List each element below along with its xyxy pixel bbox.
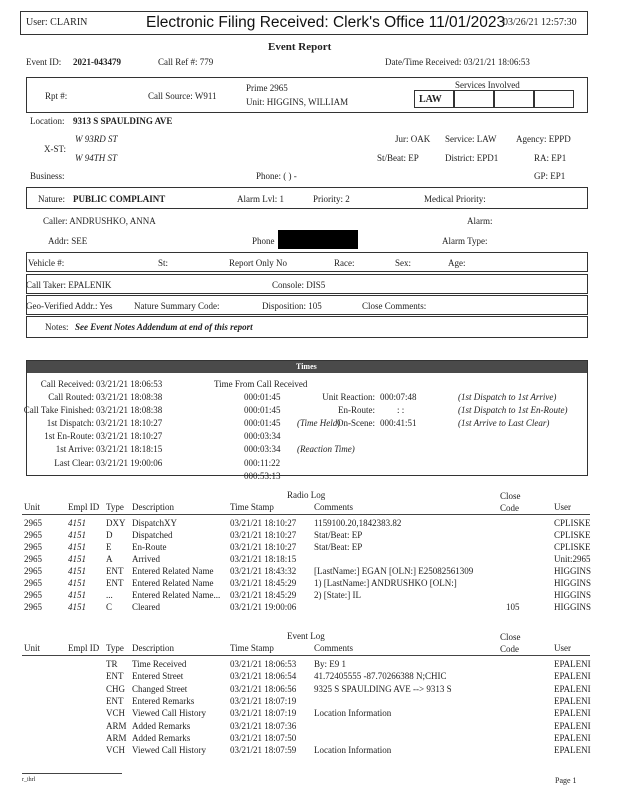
- cell-unit: 2965: [24, 590, 42, 600]
- call-source: Call Source: W911: [148, 91, 217, 101]
- en-route-label: En-Route:: [338, 405, 375, 415]
- cell-time-stamp: 03/21/21 18:18:15: [230, 554, 297, 564]
- footer-line: [22, 773, 122, 774]
- cell-comments: Stat/Beat: EP: [314, 530, 363, 540]
- time-label: 1st Dispatch:: [46, 418, 94, 428]
- alarm-type: Alarm Type:: [442, 236, 488, 246]
- ra: RA: EP1: [534, 153, 567, 163]
- time-value: 03/21/21 18:10:27: [96, 418, 163, 428]
- location-address: 9313 S SPAULDING AVE: [73, 116, 173, 126]
- cross-street-label: X-ST:: [44, 144, 67, 154]
- cell-user: HIGGINS: [554, 602, 591, 612]
- vehicle-state: St:: [158, 258, 169, 268]
- cell-description: Changed Street: [132, 683, 188, 694]
- col-user: User: [554, 502, 571, 512]
- nature-value: PUBLIC COMPLAINT: [73, 194, 166, 204]
- col-time-stamp: Time Stamp: [230, 643, 274, 653]
- elapsed-value: 000:01:45: [244, 392, 281, 402]
- cell-description: DispatchXY: [132, 518, 177, 528]
- service-law: LAW: [419, 94, 442, 105]
- cell-user: EPALENI: [554, 671, 591, 682]
- caller-phone-label: Phone: [252, 236, 275, 246]
- on-scene-label: On-Scene:: [337, 418, 375, 428]
- unit-reaction-note: (1st Dispatch to 1st Arrive): [458, 392, 557, 402]
- alarm-level: Alarm Lvl: 1: [237, 194, 284, 204]
- col-time-stamp: Time Stamp: [230, 502, 274, 512]
- prime-unit-number: Prime 2965: [246, 83, 288, 93]
- time-value: 03/21/21 18:10:27: [96, 431, 163, 441]
- elapsed-value: 000:01:45: [244, 418, 281, 428]
- cell-comments: Location Information: [314, 745, 392, 756]
- call-ref: Call Ref #: 779: [158, 57, 214, 67]
- station-beat: St/Beat: EP: [377, 153, 419, 163]
- cell-user: Unit:2965: [554, 554, 591, 564]
- cell-type: ENT: [106, 671, 124, 682]
- cell-close-code: 105: [506, 602, 520, 612]
- footer-left: r_ihrl: [22, 777, 36, 783]
- cell-type: CHG: [106, 683, 126, 694]
- business-phone: Phone: ( ) -: [256, 171, 297, 181]
- vehicle-number: Vehicle #:: [28, 258, 65, 268]
- cell-description: Arrived: [132, 554, 160, 564]
- assigned-unit: Unit: HIGGINS, WILLIAM: [246, 97, 349, 107]
- cell-description: Entered Street: [132, 671, 184, 682]
- cell-type: ENT: [106, 695, 124, 706]
- cell-empl-id: 4151: [68, 542, 86, 552]
- cell-time-stamp: 03/21/21 18:06:54: [230, 671, 297, 682]
- col-unit: Unit: [24, 502, 41, 512]
- vehicle-row-box: [26, 252, 588, 272]
- time-label: Call Take Finished:: [23, 405, 94, 415]
- district: District: EPD1: [445, 153, 499, 163]
- cell-type: ENT: [106, 566, 124, 576]
- cell-time-stamp: 03/21/21 18:07:19: [230, 695, 297, 706]
- col-unit: Unit: [24, 643, 41, 653]
- cell-time-stamp: 03/21/21 18:45:29: [230, 578, 297, 588]
- cell-time-stamp: 03/21/21 18:43:32: [230, 566, 297, 576]
- cell-description: Cleared: [132, 602, 160, 612]
- service-cell-4: [534, 90, 574, 108]
- cell-unit: 2965: [24, 602, 42, 612]
- alarm: Alarm:: [467, 216, 493, 226]
- cell-user: EPALENI: [554, 659, 591, 669]
- time-value: 03/21/21 18:18:15: [96, 444, 163, 454]
- cell-user: EPALENI: [554, 695, 591, 706]
- cell-description: Dispatched: [132, 530, 173, 540]
- cell-description: Entered Related Name...: [132, 590, 221, 600]
- cell-comments: 41.72405555 -87.70266388 N;CHIC: [314, 671, 447, 682]
- business-label: Business:: [30, 171, 65, 181]
- cell-comments: [LastName:] EGAN [OLN:] E25082561309: [314, 566, 474, 576]
- cell-description: Entered Related Name: [132, 566, 214, 576]
- cell-time-stamp: 03/21/21 18:07:36: [230, 720, 297, 731]
- event-log-header-line: [22, 655, 590, 656]
- cell-type: VCH: [106, 708, 126, 719]
- cell-user: CPLISKE: [554, 530, 591, 540]
- agency: Agency: EPPD: [516, 134, 571, 144]
- cell-user: EPALENI: [554, 720, 591, 731]
- cell-type: D: [106, 530, 113, 540]
- date-time-received: Date/Time Received: 03/21/21 18:06:53: [385, 57, 530, 67]
- close-comments: Close Comments:: [362, 301, 427, 311]
- time-value: 03/21/21 19:00:06: [96, 458, 163, 468]
- cell-empl-id: 4151: [68, 578, 86, 588]
- report-only: Report Only No: [229, 258, 287, 268]
- cell-time-stamp: 03/21/21 19:00:06: [230, 602, 297, 612]
- cell-user: EPALENI: [554, 683, 591, 694]
- cell-comments: 1) [LastName:] ANDRUSHKO [OLN:]: [314, 578, 457, 588]
- col-description: Description: [132, 502, 174, 512]
- time-label: Call Received:: [40, 379, 94, 389]
- elapsed-value: 000:03:34: [244, 431, 281, 441]
- console: Console: DIS5: [272, 280, 326, 290]
- cell-type: TR: [106, 659, 118, 669]
- redacted-phone: [278, 230, 358, 249]
- col-comments: Comments: [314, 643, 354, 653]
- priority: Priority: 2: [313, 194, 350, 204]
- cell-type: DXY: [106, 518, 126, 528]
- cell-empl-id: 4151: [68, 530, 86, 540]
- col-empl-id: Empl ID: [68, 502, 100, 512]
- col-type: Type: [106, 643, 124, 653]
- cell-time-stamp: 03/21/21 18:10:27: [230, 518, 297, 528]
- cell-description: Viewed Call History: [132, 745, 206, 756]
- cell-user: HIGGINS: [554, 578, 591, 588]
- cell-description: Entered Remarks: [132, 695, 195, 706]
- cross-street-2: W 94TH ST: [75, 153, 118, 163]
- header-user: User: CLARIN: [26, 17, 88, 28]
- cell-unit: 2965: [24, 542, 42, 552]
- cell-type: E: [106, 542, 112, 552]
- radio-log-header-line: [22, 514, 590, 515]
- event-id-label: Event ID:: [26, 57, 62, 67]
- cell-description: En-Route: [132, 542, 167, 552]
- cell-empl-id: 4151: [68, 518, 86, 528]
- cell-time-stamp: 03/21/21 18:07:59: [230, 745, 297, 756]
- cell-empl-id: 4151: [68, 602, 86, 612]
- page-number: Page 1: [555, 776, 577, 785]
- cell-user: HIGGINS: [554, 590, 591, 600]
- cell-description: Added Remarks: [132, 720, 191, 731]
- cell-user: HIGGINS: [554, 566, 591, 576]
- cell-type: C: [106, 602, 113, 612]
- cell-user: EPALENI: [554, 708, 591, 719]
- cell-unit: 2965: [24, 518, 42, 528]
- filing-stamp: Electronic Filing Received: Clerk's Office 11/01/2023: [146, 14, 506, 31]
- notes-label: Notes:: [45, 322, 69, 332]
- cell-type: ARM: [106, 732, 127, 743]
- on-scene-value: 000:41:51: [380, 418, 417, 428]
- header-datetime: 03/26/21 12:57:30: [503, 17, 577, 28]
- cell-user: CPLISKE: [554, 518, 591, 528]
- col-user: User: [554, 643, 571, 653]
- col-description: Description: [132, 643, 174, 653]
- time-held-note: (Time Held): [297, 418, 341, 428]
- cell-description: Added Remarks: [132, 732, 191, 743]
- event-log-title: Event Log: [287, 631, 325, 641]
- gp: GP: EP1: [534, 171, 566, 181]
- service: Service: LAW: [445, 134, 497, 144]
- en-route-note: (1st Dispatch to 1st En-Route): [458, 405, 568, 415]
- cell-type: ENT: [106, 578, 124, 588]
- cell-comments: 1159100.20,1842383.82: [314, 518, 402, 528]
- caller: Caller: ANDRUSHKO, ANNA: [43, 216, 156, 226]
- medical-priority: Medical Priority:: [424, 194, 486, 204]
- cell-empl-id: 4151: [68, 566, 86, 576]
- radio-log-title: Radio Log: [287, 490, 326, 500]
- time-value: 03/21/21 18:08:38: [96, 405, 163, 415]
- col-empl-id: Empl ID: [68, 643, 100, 653]
- cell-user: EPALENI: [554, 745, 591, 756]
- time-label: 1st Arrive:: [55, 444, 94, 454]
- cell-user: EPALENI: [554, 732, 591, 743]
- cell-time-stamp: 03/21/21 18:07:19: [230, 708, 297, 719]
- col-type: Type: [106, 502, 124, 512]
- cell-type: ...: [106, 590, 113, 600]
- rpt-number: Rpt #:: [45, 91, 68, 101]
- cell-comments: By: E9 1: [314, 659, 347, 669]
- nature-label: Nature:: [38, 194, 65, 204]
- race: Race:: [334, 258, 355, 268]
- time-label: 1st En-Route:: [44, 431, 94, 441]
- cell-user: CPLISKE: [554, 542, 591, 552]
- cell-time-stamp: 03/21/21 18:10:27: [230, 542, 297, 552]
- cell-empl-id: 4151: [68, 554, 86, 564]
- cell-time-stamp: 03/21/21 18:06:53: [230, 659, 297, 669]
- cross-street-1: W 93RD ST: [75, 134, 118, 144]
- notes-text: See Event Notes Addendum at end of this report: [75, 322, 253, 332]
- sex: Sex:: [395, 258, 412, 268]
- geo-verified: Geo-Verified Addr.: Yes: [26, 301, 113, 311]
- cell-unit: 2965: [24, 566, 42, 576]
- event-id: 2021-043479: [73, 57, 121, 67]
- cell-empl-id: 4151: [68, 590, 86, 600]
- nature-summary-code: Nature Summary Code:: [134, 301, 220, 311]
- cell-description: Time Received: [132, 659, 187, 669]
- cell-description: Viewed Call History: [132, 708, 206, 719]
- on-scene-note: (1st Arrive to Last Clear): [458, 418, 550, 428]
- col-comments: Comments: [314, 502, 354, 512]
- cell-comments: Location Information: [314, 708, 392, 719]
- services-label: Services Involved: [455, 80, 520, 90]
- cell-unit: 2965: [24, 530, 42, 540]
- service-cell-2: [454, 90, 494, 108]
- times-title: Times: [296, 362, 317, 371]
- cell-time-stamp: 03/21/21 18:45:29: [230, 590, 297, 600]
- cell-comments: Stat/Beat: EP: [314, 542, 363, 552]
- location-label: Location:: [30, 116, 65, 126]
- cell-type: ARM: [106, 720, 127, 731]
- cell-type: VCH: [106, 745, 126, 756]
- reaction-time-note: (Reaction Time): [297, 444, 355, 454]
- time-value: 03/21/21 18:08:38: [96, 392, 163, 402]
- elapsed-value: 000:03:34: [244, 444, 281, 454]
- time-label: Last Clear:: [54, 458, 94, 468]
- cell-comments: 2) [State:] IL: [314, 590, 361, 600]
- cell-comments: 9325 S SPAULDING AVE --> 9313 S: [314, 683, 452, 694]
- cell-unit: 2965: [24, 578, 42, 588]
- elapsed-value: 000:01:45: [244, 405, 281, 415]
- elapsed-value: 000:53:13: [244, 471, 281, 481]
- time-value: 03/21/21 18:06:53: [96, 379, 163, 389]
- caller-address: Addr: SEE: [48, 236, 88, 246]
- jurisdiction: Jur: OAK: [395, 134, 431, 144]
- en-route-value: : :: [397, 405, 405, 415]
- cell-time-stamp: 03/21/21 18:07:50: [230, 732, 297, 743]
- call-taker: Call Taker: EPALENIK: [26, 280, 112, 290]
- time-from-received-label: Time From Call Received: [214, 379, 308, 389]
- service-cell-3: [494, 90, 534, 108]
- cell-time-stamp: 03/21/21 18:06:56: [230, 683, 297, 694]
- unit-reaction-label: Unit Reaction:: [322, 392, 375, 402]
- disposition: Disposition: 105: [262, 301, 322, 311]
- cell-time-stamp: 03/21/21 18:10:27: [230, 530, 297, 540]
- elapsed-value: 000:11:22: [244, 458, 281, 468]
- cell-unit: 2965: [24, 554, 42, 564]
- cell-description: Entered Related Name: [132, 578, 214, 588]
- col-close-code: Close Code: [500, 632, 521, 654]
- unit-reaction-value: 000:07:48: [380, 392, 417, 402]
- cell-type: A: [106, 554, 113, 564]
- time-label: Call Routed:: [48, 392, 94, 402]
- col-close-code: Close Code: [500, 491, 521, 513]
- age: Age:: [448, 258, 466, 268]
- report-title: Event Report: [268, 41, 332, 53]
